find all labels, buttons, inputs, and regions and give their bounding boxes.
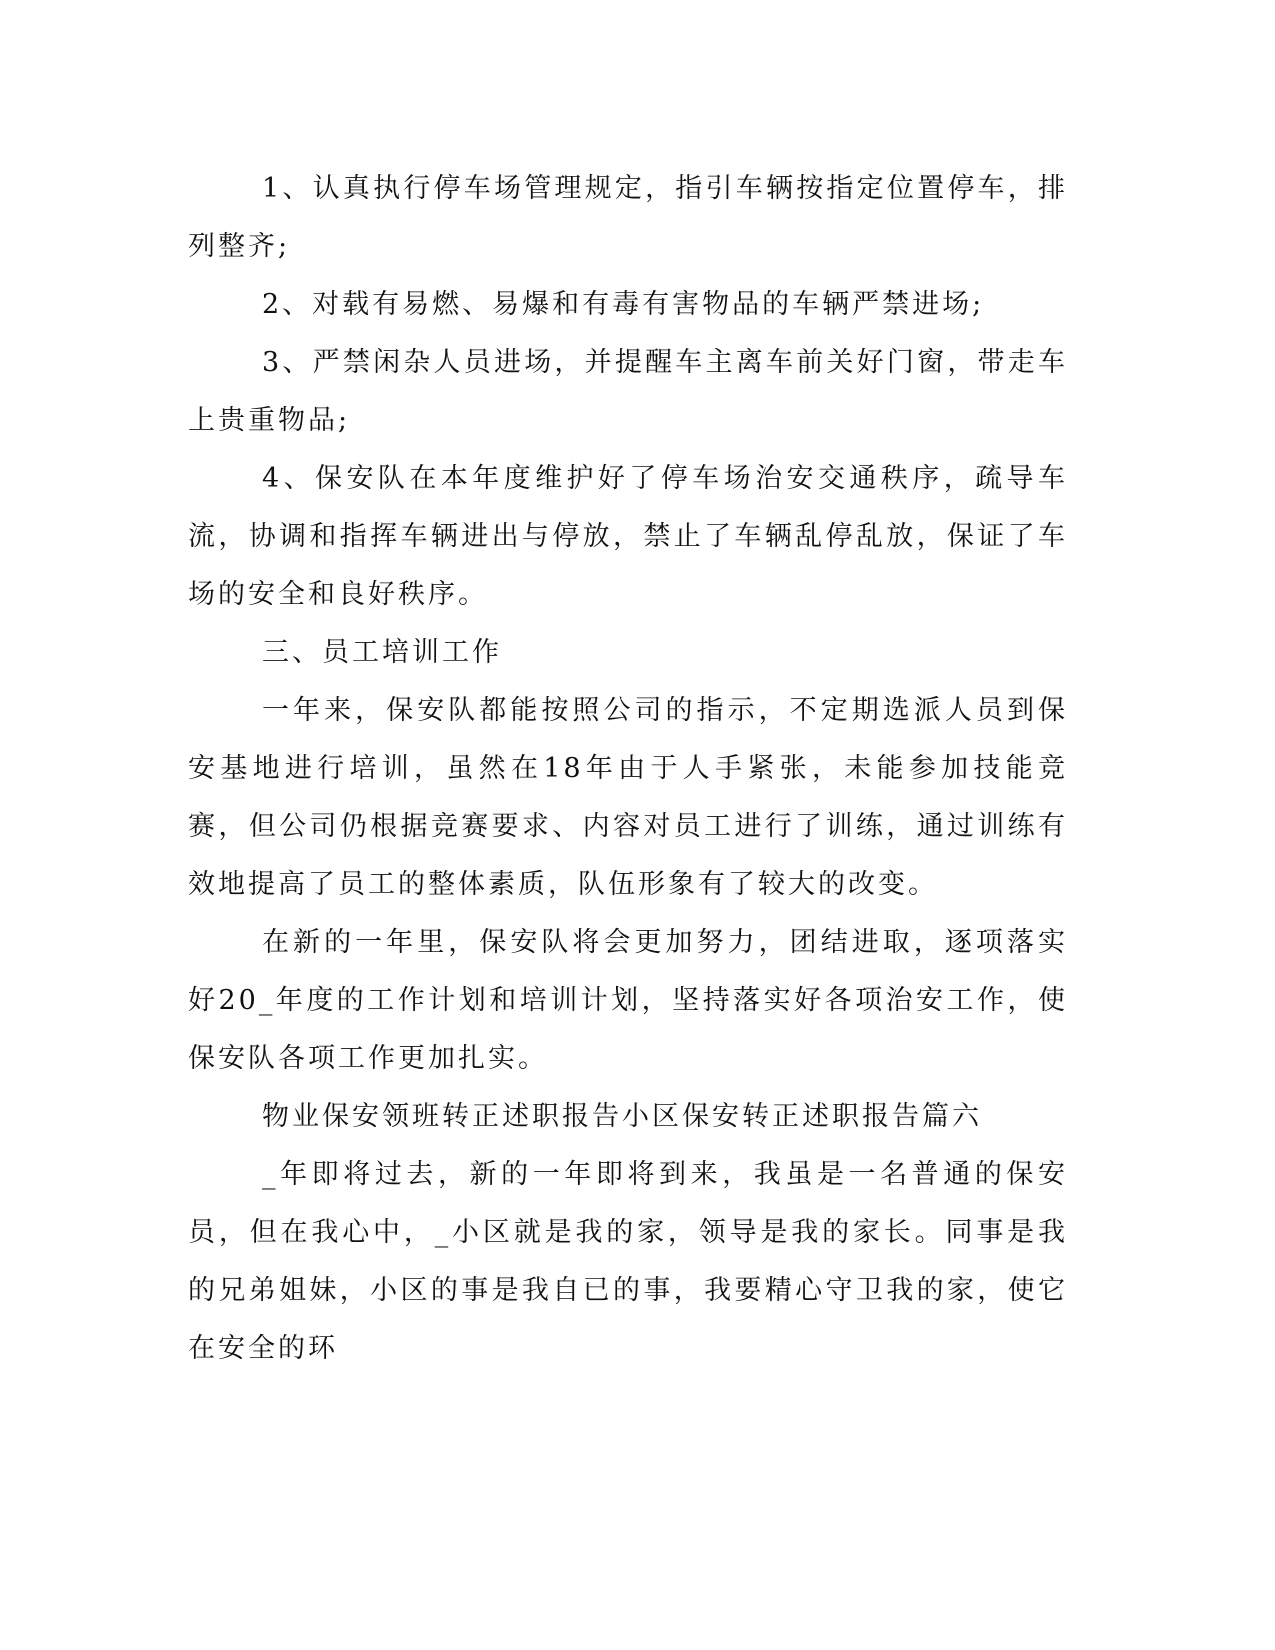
paragraph-new-year: 在新的一年里，保安队将会更加努力，团结进取，逐项落实好20_年度的工作计划和培训计划，坚持落实好各项治安工作，使保安队各项工作更加扎实。	[188, 927, 1068, 1074]
paragraph-parking-rule-4: 4、保安队在本年度维护好了停车场治安交通秩序，疏导车流，协调和指挥车辆进出与停放，禁止了车辆乱停乱放，保证了车场的安全和良好秩序。	[188, 463, 1068, 610]
paragraph-parking-rule-2: 2、对载有易燃、易爆和有毒有害物品的车辆严禁进场;	[262, 289, 985, 320]
document-body	[188, 160, 1068, 1378]
paragraph-parking-rule-3: 3、严禁闲杂人员进场，并提醒车主离车前关好门窗，带走车上贵重物品;	[188, 347, 1068, 436]
section-heading-training: 三、员工培训工作	[262, 637, 502, 668]
paragraph-training: 一年来，保安队都能按照公司的指示，不定期选派人员到保安基地进行培训，虽然在18年由于人手紧张，未能参加技能竞赛，但公司仍根据竞赛要求、内容对员工进行了训练，通过训练有效地提高了员工的整体素质，队伍形象有了较大的改变。	[188, 695, 1068, 900]
report-title: 物业保安领班转正述职报告小区保安转正述职报告篇六	[262, 1101, 982, 1132]
paragraph-parking-rule-1: 1、认真执行停车场管理规定，指引车辆按指定位置停车，排列整齐;	[188, 173, 1068, 262]
paragraph-report-intro: _年即将过去，新的一年即将到来，我虽是一名普通的保安员，但在我心中，_小区就是我的家，领导是我的家长。同事是我的兄弟姐妹，小区的事是我自已的事，我要精心守卫我的家，使它在安全的环	[188, 1159, 1068, 1364]
